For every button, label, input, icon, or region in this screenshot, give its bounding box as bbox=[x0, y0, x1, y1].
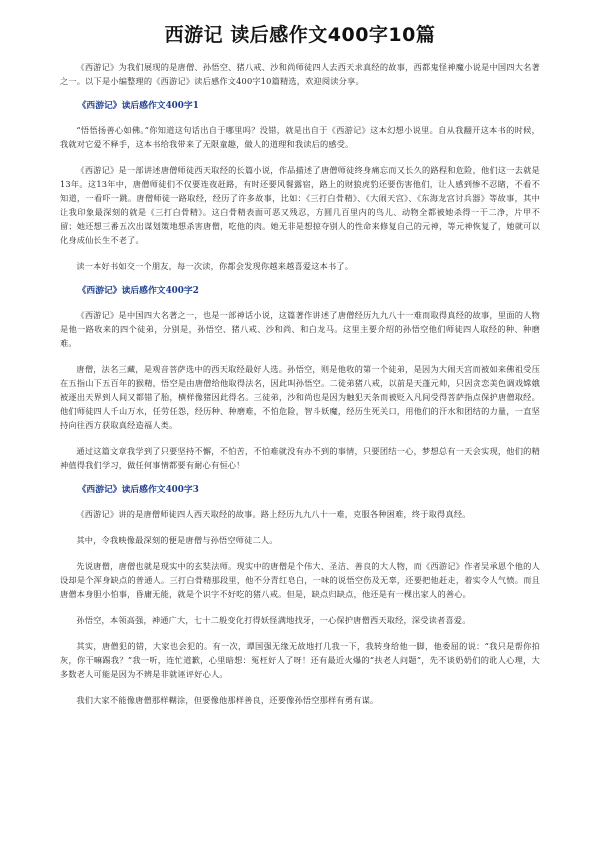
paragraph: 其实，唐僧犯的错，大家也会犯的。有一次，谭国强无缘无故地打几我一下，我转身给他一脚，他委屈的说：“我只是帮你拍灰，你干嘛踢我？”我一听，连忙道歉，心里暗想：冤枉好人了呀！还有最近火爆的“扶老人问题”，先不谈奶奶们的讹人心理，大多数老人可能是因为不辨是非就诬评好心人。 bbox=[60, 641, 540, 679]
paragraph: 先说唐僧，唐僧也就是现实中的玄奘法师。现实中的唐僧是个伟大、圣洁、善良的大人物，而《西游记》作者吴承恩个他的人设却是个浑身缺点的普通人。三打白骨精那段里，他不分青红皂白，一味的说悟空伤及无辜，还要把他赶走，着实令人气愤。而且唐僧本身胆小怕事，昏庸无能，就是个识字不好吃的猪八戒。但是，缺点归缺点，他还是有一棵出家人的善心。 bbox=[60, 561, 540, 599]
section-1 bbox=[60, 100, 540, 273]
paragraph: 通过这篇文章我学到了只要坚持不懈，不怕苦，不怕难就没有办不到的事情，只要团结一心，梦想总有一天会实现，他们的精神值得我们学习，做任何事情都要有耐心有恒心！ bbox=[60, 446, 540, 470]
section-heading: 《西游记》读后感作文400字3 bbox=[77, 485, 199, 495]
section-3 bbox=[60, 484, 540, 707]
paragraph: 《西游记》是一部讲述唐僧师徒西天取经的长篇小说，作品描述了唐僧师徒终身痛忘而又长久的路程和危险，他们这一去就是13年。这13年中，唐僧师徒们不仅要连夜赶路，有时还要风餐露宿，路上的财狼虎豹还要伤害他们，让人感到惨不忍睹，不看不知道，一看吓一跳。唐僧师徒一路取经，经历了许多故事，比如：《三打白骨精》、《大闹天宫》、《东海龙宫讨兵器》等故事，其中让我印象最深刻的就是《三打白骨精》。这白骨精表面可恶又残忍，方圆几百里内的鸟儿、动物全都被她杀得一干二净，片甲不留；她还想三番五次出谋划策地想杀害唐僧，吃他的肉。她无非是想掠夺别人的性命来修复自己的元神，等元神恢复了，她就可以化身成仙长生不老了。 bbox=[60, 165, 540, 245]
section-2 bbox=[60, 285, 540, 472]
paragraph: 孙悟空，本领高强，神通广大，七十二般变化打得妖怪满地找牙，一心保护唐僧西天取经，深受读者喜爱。 bbox=[76, 615, 471, 625]
paragraph: 《西游记》讲的是唐僧师徒四人西天取经的故事。路上经历九九八十一难，克服各种困难，终于取得真经。 bbox=[76, 509, 471, 519]
paragraph: 唐僧，法名三藏，是观音菩萨选中的西天取经最好人选。孙悟空，则是他收的第一个徒弟，是因为大闹天宫而被如来佛祖受压在五指山下五百年的猴精，悟空是由唐僧给他取得法名，因此叫孙悟空。二徒弟猪八戒，以前是天蓬元帅，只因贪恋美色调戏嫦娥被逐出天界到人间又都错了胎，横样像猪因此得名。三徒弟，沙和尚也是因为触犯天条而被贬入凡间受得菩萨指点保护唐僧取经。他们师徒四人千山万水，任劳任怨，经历种、种磨难，不怕危险，智斗妖魔，经历生死关口，用他们的汗水和团结的力量，一直坚持向往西方获取真经造福人类。 bbox=[60, 364, 540, 430]
section-heading: 《西游记》读后感作文400字2 bbox=[77, 286, 199, 296]
section-heading: 《西游记》读后感作文400字1 bbox=[77, 101, 199, 111]
paragraph: 读一本好书如交一个朋友，每一次读，你都会发现你越来越喜爱这本书了。 bbox=[76, 261, 354, 271]
document-title: 西游记 读后感作文400字10篇 bbox=[164, 24, 436, 46]
paragraph: 其中，令我映像最深刻的便是唐僧与孙悟空师徒二人。 bbox=[76, 535, 278, 545]
paragraph: 我们大家不能像唐僧那样糊涂，但要像他那样善良，还要像孙悟空那样有勇有谋。 bbox=[76, 695, 379, 705]
intro-paragraph: 《西游记》为我们展现的是唐僧、孙悟空、猪八戒、沙和尚师徒四人去西天求真经的故事，西都鬼怪神魔小说是中国四大名著之一。以下是小编整理的《西游记》读后感作文400字10篇精选，欢迎阅读分享。 bbox=[60, 62, 540, 86]
paragraph: 《西游记》是中国四大名著之一，也是一部神话小说，这篇著作讲述了唐僧经历九九八十一难而取得真经的故事，里面的人物是他一路收来的四个徒弟，分别是，孙悟空、猪八戒、沙和尚、和白龙马。这里主要介绍的孙悟空他们师徒四人取经的种、种磨难。 bbox=[60, 310, 540, 348]
paragraph: “悟悟扬善心如佛。”你知道这句话出自于哪里吗？没错，就是出自于《西游记》这本幻想小说里。自从我翻开这本书的时候，我就对它爱不释手，这本书给我带来了无限童趣，做人的道理和我读后的感受。 bbox=[60, 125, 540, 149]
